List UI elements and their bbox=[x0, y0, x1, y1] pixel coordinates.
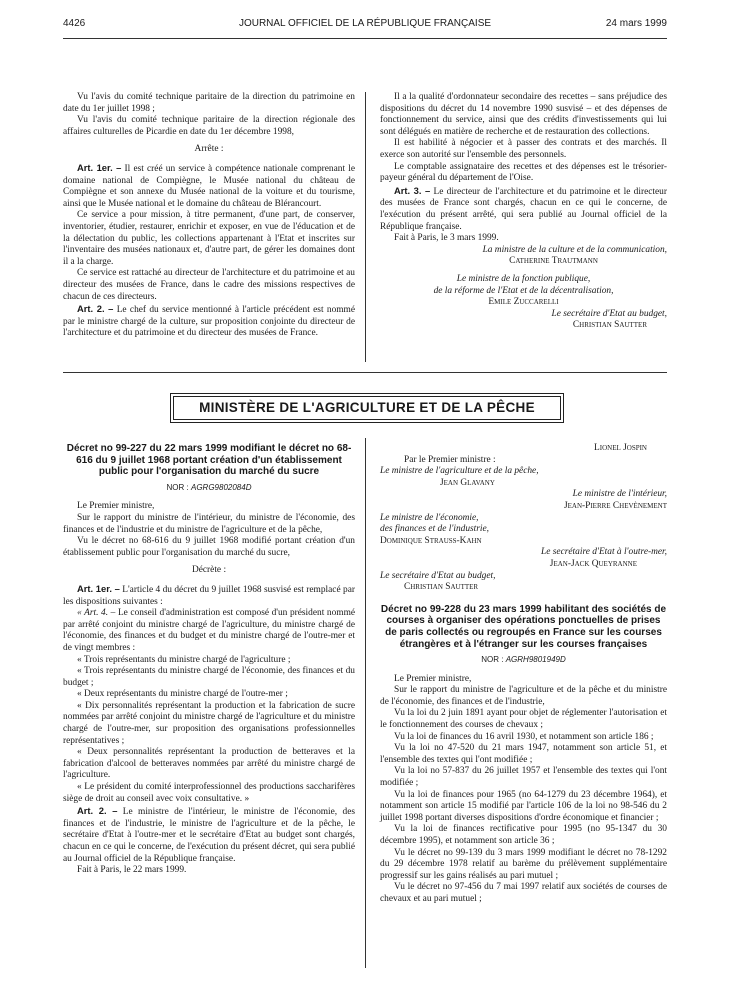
article-label: Art. 3. – bbox=[394, 184, 431, 196]
article-text: Le ministre de l'intérieur, le ministre de l'économie, des finances et de l'industrie, le ministre de l'agriculture et de la pêche, le secrétaire d'Etat à l'outre-mer et le secrétaire d'Etat au budget sont chargés, chacun en ce qui le concerne, de l'exécution du présent décret, qui sera publié au Journal officiel de la République française. bbox=[63, 807, 356, 864]
nor-label: NOR : bbox=[166, 482, 189, 492]
paragraph: Vu le décret no 68-616 du 9 juillet 1968 modifié portant création d'un établissement public pour l'organisation du marché du sucre, bbox=[63, 536, 355, 558]
article-2 bbox=[63, 303, 355, 340]
top-left-column bbox=[63, 92, 355, 340]
paragraph: Le Premier ministre, bbox=[394, 673, 472, 684]
paragraph: Vu l'avis du comité technique paritaire de la direction régionale des affaires culturelles de Picardie en date du 1er décembre 1998, bbox=[63, 115, 355, 137]
paragraph: « Deux personnalités représentant la production de betteraves et la fabrication d'alcool de betteraves nommées par arrêté du ministre chargé de l'agriculture. bbox=[63, 747, 355, 781]
article-1 bbox=[63, 583, 355, 608]
article-1 bbox=[63, 162, 355, 210]
paragraph: « Dix personnalités représentant la production et la fabrication de sucre nommées par arrêté conjoint du ministre chargé de l'agriculture et du ministre chargé de l'outre-mer, sur proposition des organisations professionnelles représentatives ; bbox=[63, 700, 355, 746]
decree-99-227 bbox=[63, 443, 355, 877]
signatory-name: Christian Sautter bbox=[572, 320, 647, 331]
article-label: Art. 2. – bbox=[77, 805, 118, 817]
paragraph: Vu le décret no 99-139 du 3 mars 1999 modifiant le décret no 78-1292 du 29 décembre 1978 relatif au barème du prélèvement supplémentaire progressif sur les gains réalisés au pari mutuel ; bbox=[380, 847, 667, 881]
signatory-title: de la réforme de l'Etat et de la décentralisation, bbox=[433, 285, 614, 296]
fait-line: Fait à Paris, le 3 mars 1999. bbox=[394, 233, 499, 244]
signatory-name: Emile Zuccarelli bbox=[488, 297, 559, 308]
section-rule bbox=[63, 372, 667, 373]
nor-code: AGRG9802084D bbox=[190, 482, 252, 492]
nor-reference bbox=[63, 482, 355, 494]
signatory-title: Le ministre de la fonction publique, bbox=[456, 273, 591, 284]
signatory-title: des finances et de l'industrie, bbox=[380, 524, 490, 535]
paragraph: Vu l'avis du comité technique paritaire de la direction du patrimoine en date du 1er juillet 1998 ; bbox=[63, 92, 355, 114]
ministry-banner: MINISTÈRE DE L'AGRICULTURE ET DE LA PÊCHE bbox=[173, 396, 561, 420]
article-4-quote bbox=[63, 608, 355, 654]
article-text: Il est créé un service à compétence nationale comprenant le domaine national de Compiègne, le Musée national du château de Compiègne et son annexe du Musée national de la voiture et du tourisme, ainsi que le Musée national et le domaine du château de Blérancourt. bbox=[63, 163, 355, 209]
article-3 bbox=[380, 185, 667, 233]
article-label: Art. 1er. – bbox=[77, 582, 120, 594]
paragraph: Ce service est rattaché au directeur de l'architecture et du patrimoine et au directeur des musées de France, dans le cadre des missions respectives de chacun de ces directeurs. bbox=[63, 268, 355, 302]
nor-label: NOR : bbox=[481, 655, 504, 665]
paragraph: Il a la qualité d'ordonnateur secondaire des recettes – sans préjudice des dispositions du décret du 14 novembre 1990 susvisé – et des dépenses de fonctionnement du service, ainsi que des crédits d'investissements qui lui sont délégués en matière de recherche et de restauration des collections. bbox=[380, 92, 667, 137]
paragraph: Vu la loi de finances rectificative pour 1995 (no 95-1347 du 30 décembre 1995), et notamment son article 36 ; bbox=[380, 824, 667, 846]
issue-date: 24 mars 1999 bbox=[605, 18, 667, 29]
paragraph: Vu la loi de finances du 16 avril 1930, et notamment son article 186 ; bbox=[394, 731, 654, 742]
column-divider-bottom bbox=[365, 438, 366, 968]
top-right-column bbox=[380, 92, 667, 332]
signatory-title: Le ministre de l'économie, bbox=[380, 512, 479, 523]
fait-line: Fait à Paris, le 22 mars 1999. bbox=[77, 865, 187, 876]
signatory-title: Le ministre de l'intérieur, bbox=[572, 489, 667, 500]
paragraph: « Le président du comité interprofessionnel des productions saccharifères siège de droit au conseil avec voix consultative. » bbox=[63, 782, 355, 804]
bottom-right-column bbox=[380, 443, 667, 906]
paragraph: « Trois représentants du ministre chargé de l'économie, des finances et du budget ; bbox=[63, 666, 355, 688]
page-number: 4426 bbox=[63, 18, 86, 29]
article-text: Le conseil d'administration est composé d'un président nommé par arrêté conjoint du ministre chargé de l'agriculture, du ministre chargé de l'économie, des finances et du budget et du ministre chargé de l'outre-mer et de vingt membres : bbox=[63, 608, 356, 653]
article-text: Le chef du service mentionné à l'article précédent est nommé par le ministre chargé de la culture, sur proposition conjointe du directeur de l'architecture et du patrimoine et du directeur des musées de France. bbox=[63, 305, 355, 339]
article-label: Art. 1er. – bbox=[77, 161, 122, 173]
header-rule bbox=[63, 38, 667, 39]
paragraph: Le comptable assignataire des recettes et des dépenses est le trésorier-payeur général du département de l'Oise. bbox=[380, 161, 667, 184]
article-text: L'article 4 du décret du 9 juillet 1968 susvisé est remplacé par les dispositions suivantes : bbox=[63, 584, 355, 607]
paragraph: Vu la loi du 2 juin 1891 ayant pour objet de réglementer l'autorisation et le fonctionnement des courses de chevaux ; bbox=[380, 708, 667, 731]
decrete-heading: Décrète : bbox=[191, 565, 227, 576]
signatory-title: Le secrétaire d'Etat à l'outre-mer, bbox=[541, 547, 667, 558]
nor-reference bbox=[380, 654, 667, 666]
paragraph: Il est habilité à négocier et à passer des contrats et des marchés. Il exerce son autorité sur l'ensemble des personnels. bbox=[380, 138, 667, 160]
journal-title: JOURNAL OFFICIEL DE LA RÉPUBLIQUE FRANÇAISE bbox=[238, 18, 492, 29]
paragraph: « Trois représentants du ministre chargé de l'agriculture ; bbox=[77, 654, 291, 665]
paragraph: « Deux représentants du ministre chargé de l'outre-mer ; bbox=[77, 689, 288, 700]
article-label: « Art. 4. – bbox=[77, 608, 116, 619]
signatory-name: Catherine Trautmann bbox=[509, 256, 598, 267]
paragraph: Sur le rapport du ministre de l'intérieur, du ministre de l'économie, des finances et de l'industrie et du ministre de l'agriculture et de la pêche, bbox=[63, 512, 355, 535]
paragraph: Le Premier ministre, bbox=[77, 501, 155, 512]
signatory-title: Le secrétaire d'Etat au budget, bbox=[380, 570, 496, 581]
paragraph: Vu la loi de finances pour 1965 (no 64-1279 du 23 décembre 1964), et notamment son article 15 modifié par l'article 106 de la loi no 98-546 du 2 juillet 1998 portant diverses dispositions d'ordre économique et financier ; bbox=[380, 789, 667, 823]
nor-code: AGRH9801949D bbox=[505, 655, 566, 665]
paragraph: Vu la loi no 47-520 du 21 mars 1947, notamment son article 51, et l'ensemble des textes qui l'ont modifiée ; bbox=[380, 743, 667, 765]
article-text: Le directeur de l'architecture et du patrimoine et le directeur des musées de France sont chargés, chacun en ce qui le concerne, de l'exécution du présent arrêté, qui sera publié au Journal officiel de la République française. bbox=[380, 186, 667, 232]
signatory-line: Par le Premier ministre : bbox=[404, 454, 496, 465]
signatory-name: Jean-Pierre Chevènement bbox=[563, 500, 667, 511]
signatory-name: Jean Glavany bbox=[440, 477, 495, 488]
signatory-title: La ministre de la culture et de la communication, bbox=[482, 244, 667, 255]
decree-title: Décret no 99-228 du 23 mars 1999 habilitant des sociétés de courses à organiser des opérations ponctuelles de prises de paris collectés ou regroupés en France sur les courses étrangères et à l'étranger sur les courses françaises bbox=[380, 603, 667, 650]
arrete-heading: Arrête : bbox=[194, 144, 224, 155]
decree-99-228 bbox=[380, 604, 667, 906]
paragraph: Vu le décret no 97-456 du 7 mai 1997 relatif aux sociétés de courses de chevaux et au pari mutuel ; bbox=[380, 882, 667, 904]
decree-title: Décret no 99-227 du 22 mars 1999 modifiant le décret no 68-616 du 9 juillet 1968 portant création d'un établissement public pour l'organisation du marché du sucre bbox=[66, 443, 352, 478]
paragraph: Sur le rapport du ministre de l'agriculture et de la pêche et du ministre de l'économie, des finances et de l'industrie, bbox=[380, 685, 667, 707]
article-label: Art. 2. – bbox=[77, 303, 114, 315]
paragraph: Ce service a pour mission, à titre permanent, d'une part, de conserver, inventorier, étudier, restaurer, enrichir et exposer, en vue de l'éducation et de la délectation du public, les collections appartenant à l'Etat et inscrites sur l'inventaire des musées nationaux et, d'autre part, de gérer les domaines dont il a la charge. bbox=[63, 210, 355, 267]
signatory-name: Dominique Strauss-Kahn bbox=[380, 535, 482, 546]
paragraph: Vu la loi no 57-837 du 26 juillet 1957 et l'ensemble des textes qui l'ont modifiée ; bbox=[380, 766, 667, 789]
signatory-name: Christian Sautter bbox=[404, 582, 479, 593]
signatory-name: Jean-Jack Queyranne bbox=[549, 558, 637, 569]
signatory-title: Le ministre de l'agriculture et de la pêche, bbox=[380, 466, 539, 477]
signatory-title: Le secrétaire d'Etat au budget, bbox=[551, 308, 667, 319]
signatory-name: Lionel Jospin bbox=[594, 443, 647, 453]
page-header bbox=[63, 18, 667, 34]
column-divider-top bbox=[365, 92, 366, 362]
article-2 bbox=[63, 805, 355, 865]
